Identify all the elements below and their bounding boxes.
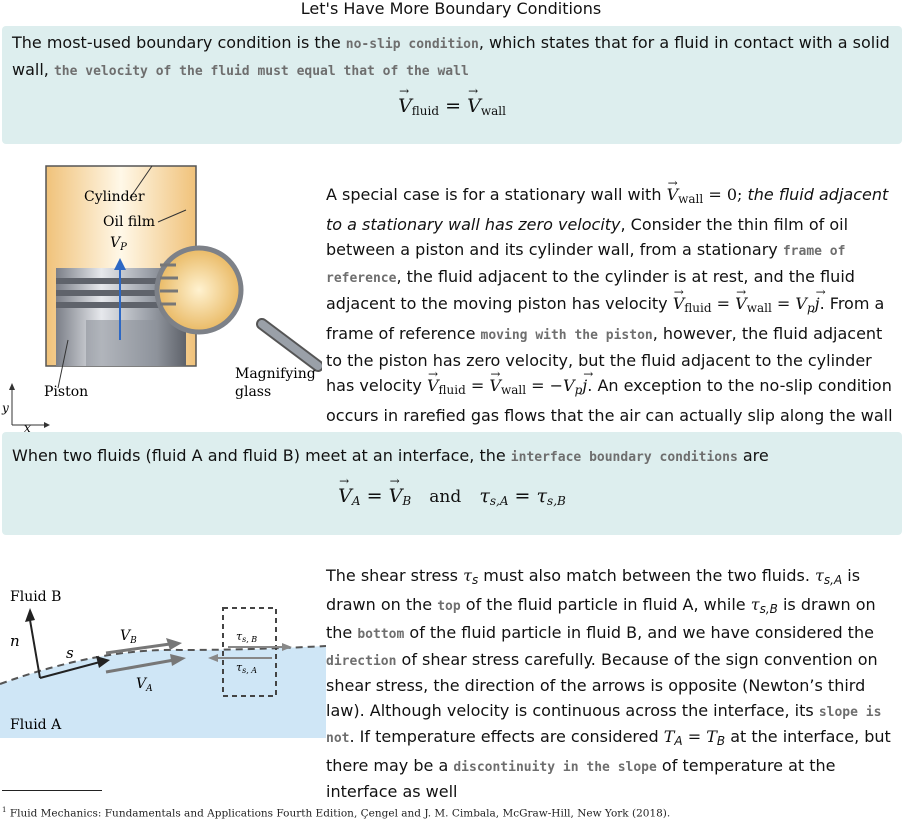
piston-label: Piston [44,384,89,400]
interface-equation: → $V_A$ = → $V_B$ and $\tau_{s,A} = \tau_{s,B}$ [2,485,902,508]
velocity-equal-term: the velocity of the fluid must equal that of the wall [53,64,469,79]
footnote: $^1$ Fluid Mechanics: Fundamentals and Applications Fourth Edition, Çengel and J. M. Cimbala, McGraw-Hill, New York (2018). [2,806,671,820]
footnote-rule [2,790,102,791]
interface-figure [0,560,326,738]
tau-a-label: τs, A [236,661,258,675]
tangent-vector-label: s [66,644,74,662]
shear-stress-paragraph: The shear stress $\tau_s$ must also match between the two fluids. $\tau_{s,A}$ is drawn on the top of the fluid particle in fluid A, while $\tau_{s,B}$ is drawn on the bottom of the fluid particle in fluid B, and we have considered the direction of shear stress carefully. Because of the sign convention on shear stress, the direction of the arrows is opposite (Newton’s third law). Although velocity is continuous across the interface, its slope is not. If temperature effects are considered $T_A = T_B$ at the interface, but there may be a discontinuity in the slope of temperature at the interface as well [326,566,891,801]
y-axis-label: y [2,401,9,415]
interface-conditions-text: When two fluids (fluid A and fluid B) meet at an interface, the interface boundary conditions are [12,446,769,465]
moving-with-piston-term: moving with the piston [480,328,653,343]
stationary-wall-paragraph: A special case is for a stationary wall with → $V_{wall} = 0$; the fluid adjacent to a stationary wall has zero velocity, Consider the thin film of oil between a piston and its cylinder wall, from a stationary frame of reference, the fluid adjacent to the cylinder is at rest, and the fluid adjacent to the moving piston has velocity → $V_{fluid}$ = → $V_{wall} = V_p\to j$. From a frame of reference moving with the piston, however, the fluid adjacent to the piston has zero velocity, but the fluid adjacent to the cylinder has velocity → $V_{fluid}$ = → $V_{wall} = -V_p\to j$. An exception to the no-slip condition occurs in rarefied gas flows that the air can actually slip along the wall [326,182,900,428]
x-axis-label: x [24,421,31,432]
tau-b-label: τs, B [236,630,258,644]
direction-term: direction [326,653,397,669]
fluid-b-label: Fluid B [10,589,62,605]
magnifying-label: Magnifying [235,366,316,382]
vp-label: $V_P$ [110,235,127,253]
bottom-term: bottom [357,627,405,642]
glass-label: glass [235,384,272,400]
no-slip-equation: → $V_{fluid}$ = → $V_{wall}$ [2,95,902,118]
page-title: Let's Have More Boundary Conditions [300,0,602,18]
no-slip-term: no-slip condition [345,37,479,52]
interface-term: interface boundary conditions [510,450,738,465]
fluid-a-label: Fluid A [10,717,62,733]
slope-is-not-term: slope is not [326,704,882,746]
cylinder-label: Cylinder [84,189,145,205]
discontinuity-term: discontinuity in the slope [453,759,657,775]
top-term: top [437,598,461,614]
normal-vector-label: n [10,632,20,650]
no-slip-definition-text: The most-used boundary condition is the no-slip condition, which states that for a fluid in contact with a solid wall, the velocity of the fluid must equal that of the wall [12,33,890,79]
oil-film-label: Oil film [103,214,155,230]
piston-cylinder-figure [0,150,322,432]
va-label: $V_A$ [136,676,153,694]
frame-of-reference-term: frame of reference [326,244,846,286]
vb-label: $V_B$ [120,628,137,646]
